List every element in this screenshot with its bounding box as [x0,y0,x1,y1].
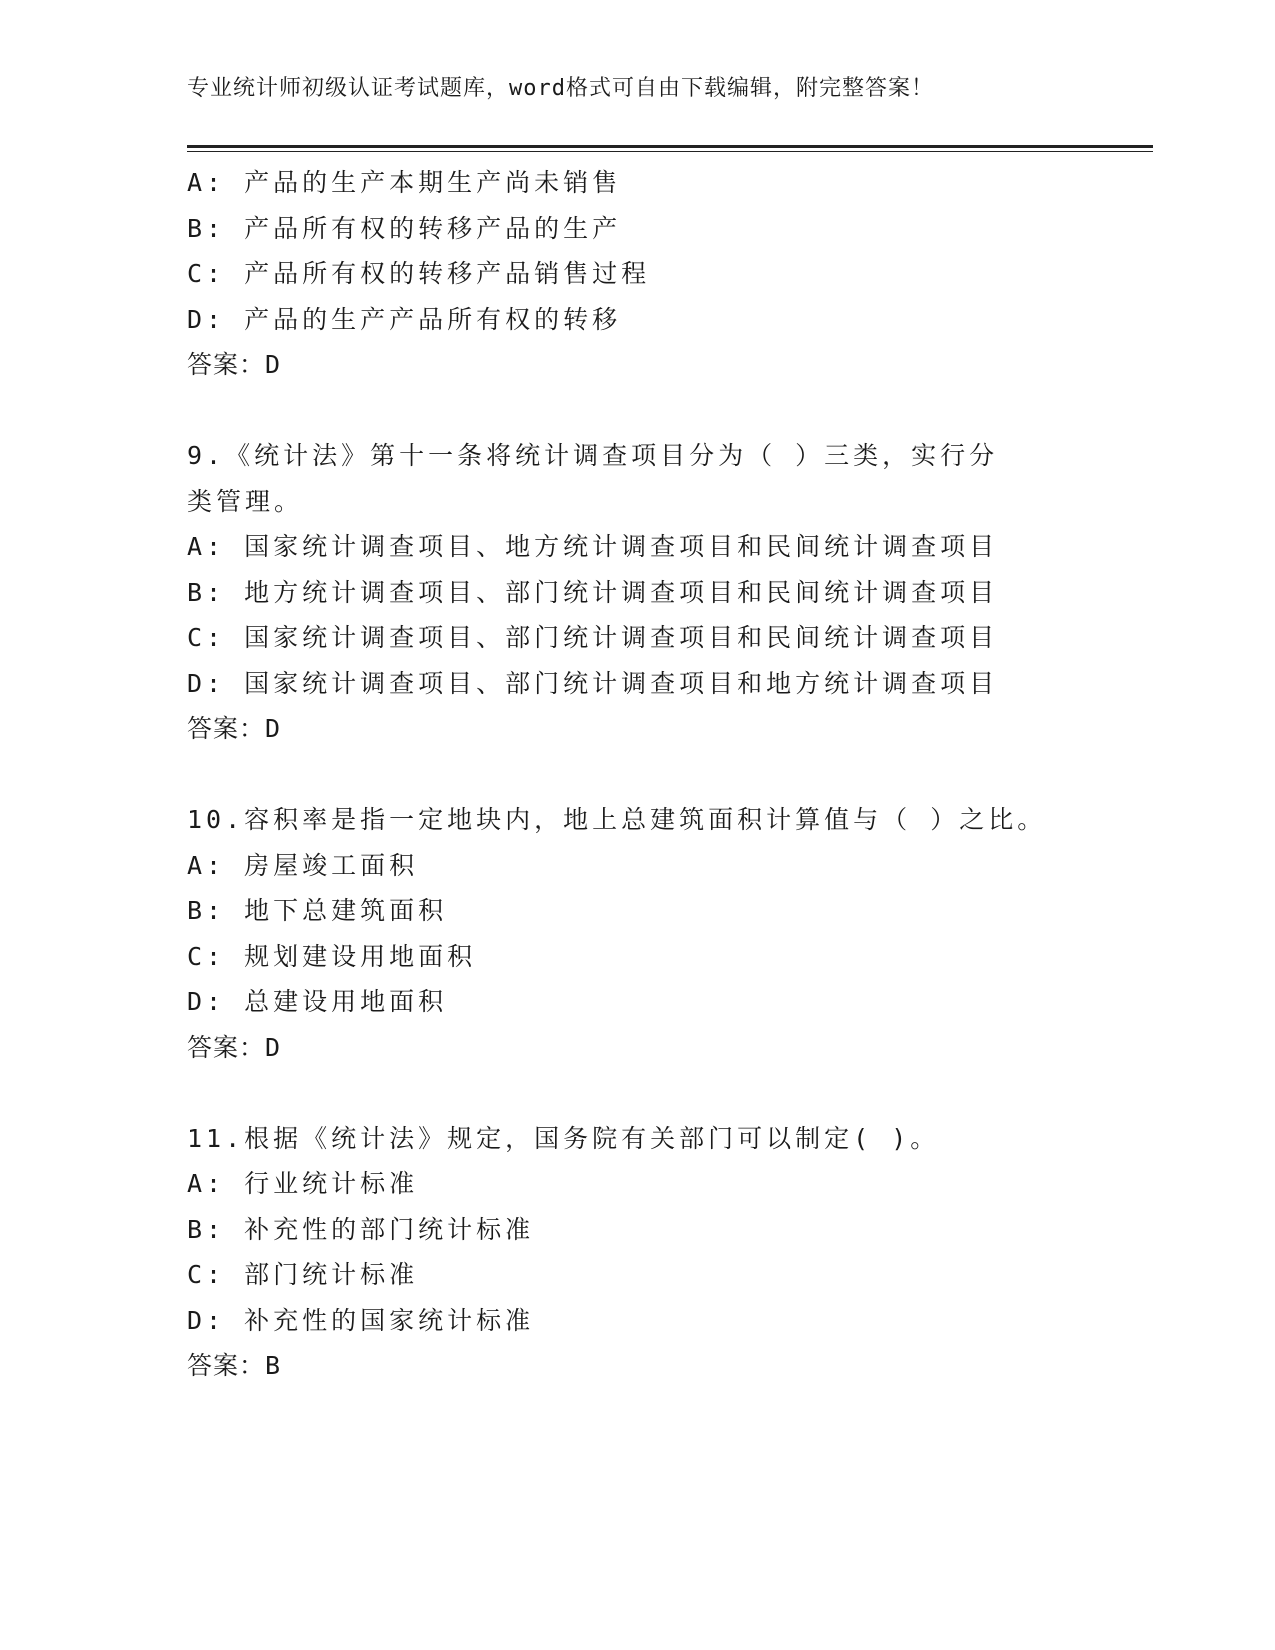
option-c: C: 规划建设用地面积 [187,941,477,971]
question-block-9 [187,433,1087,752]
spacer [187,388,1087,434]
question-block-10 [187,797,1087,1070]
option-a: A: 行业统计标准 [187,1169,419,1198]
option-d: D: 产品的生产产品所有权的转移 [187,304,622,334]
page-header: 专业统计师初级认证考试题库，word格式可自由下载编辑，附完整答案！ [187,76,934,101]
question-stem: 11.根据《统计法》规定，国务院有关部门可以制定( )。 [187,1123,940,1153]
option-a: A: 国家统计调查项目、地方统计调查项目和民间统计调查项目 [187,532,999,561]
question-stem: 9.《统计法》第十一条将统计调查项目分为（ ）三类，实行分 [187,441,999,470]
spacer [187,1070,1087,1116]
option-b: B: 地下总建筑面积 [187,896,448,925]
option-d: D: 总建设用地面积 [187,987,448,1016]
option-a: A: 房屋竣工面积 [187,850,419,880]
answer-line: 答案：D [187,350,282,379]
spacer [187,752,1087,798]
option-b: B: 产品所有权的转移产品的生产 [187,213,622,243]
option-c: C: 国家统计调查项目、部门统计调查项目和民间统计调查项目 [187,623,999,652]
option-b: B: 地方统计调查项目、部门统计调查项目和民间统计调查项目 [187,577,999,607]
header-divider [187,145,1153,152]
option-d: D: 补充性的国家统计标准 [187,1305,535,1335]
option-c: C: 产品所有权的转移产品销售过程 [187,259,651,288]
answer-line: 答案：D [187,1032,282,1062]
option-d: D: 国家统计调查项目、部门统计调查项目和地方统计调查项目 [187,668,999,698]
option-c: C: 部门统计标准 [187,1260,419,1289]
option-a: A: 产品的生产本期生产尚未销售 [187,168,622,197]
option-b: B: 补充性的部门统计标准 [187,1214,535,1244]
question-stem: 10.容积率是指一定地块内，地上总建筑面积计算值与（ ）之比。 [187,805,1047,834]
answer-line: 答案：D [187,714,282,743]
question-list [187,160,1087,1389]
question-block-11 [187,1116,1087,1389]
answer-line: 答案：B [187,1351,282,1380]
question-block-prev [187,160,1087,388]
question-stem-continued: 类管理。 [187,486,304,516]
